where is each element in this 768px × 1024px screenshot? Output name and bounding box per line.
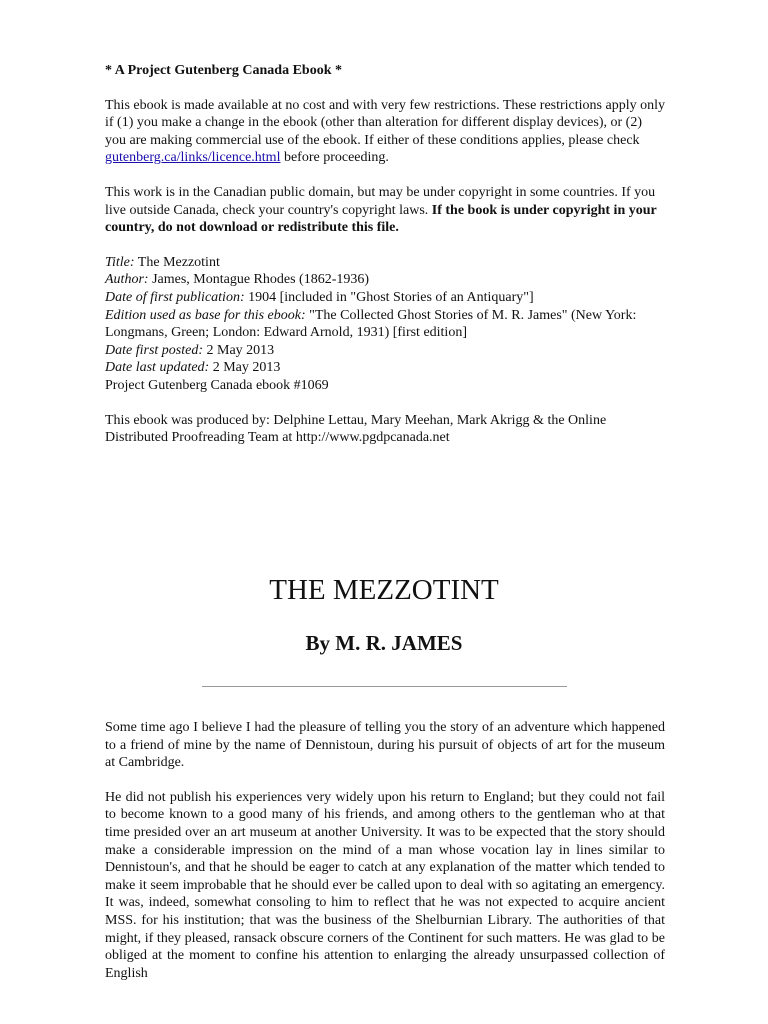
front-matter [105, 62, 665, 464]
meta-posted-value: 2 May 2013 [203, 342, 275, 358]
licence-link[interactable]: gutenberg.ca/links/licence.html [105, 150, 281, 166]
meta-first-pub-value: 1904 [included in "Ghost Stories of an Antiquary"] [244, 289, 534, 305]
license-text-1: This ebook is made available at no cost and with very few restrictions. These restrictions apply only if (1) you make a change in the ebook (other than alteration for different display devices), or (2) you are making commercial use of the ebook. If either of these conditions applies, please check [105, 97, 665, 148]
license-text-2: before proceeding. [280, 150, 389, 166]
meta-title-value: The Mezzotint [134, 254, 220, 270]
meta-edition-label: Edition used as base for this ebook: [105, 307, 306, 323]
meta-edition-value: "The Collected Ghost Stories of M. R. James" (New York: Longmans, Green; London: Edward Arnold, 1931) [first edition] [105, 307, 637, 341]
meta-posted-label: Date first posted: [105, 342, 203, 358]
copyright-text: This work is in the Canadian public domain, but may be under copyright in some countries. If you live outside Canada, check your country's copyright laws. [105, 184, 656, 218]
book-title: THE MEZZOTINT [269, 574, 499, 606]
meta-updated-label: Date last updated: [105, 360, 210, 376]
copyright-warning: If the book is under copyright in your country, do not download or redistribute this file. [105, 202, 657, 236]
story-paragraph-2: He did not publish his experiences very widely upon his return to England; but they could not fail to become known to a good many of his friends, and among others to the gentleman who at that time presided over an art museum at another University. It was to be expected that the story should make a considerable impression on the mind of a man whose vocation lay in lines similar to Dennistoun's, and that he should be eager to catch at any explanation of the matter which tended to make it seem improbable that he should ever be called upon to deal with so agitating an emergency. It was, indeed, somewhat consoling to him to reflect that he was not expected to acquire ancient MSS. for his institution; that was the business of the Shelburnian Library. The authorities of that might, if they pleased, ransack obscure corners of the Continent for such matters. He was glad to be obliged at the moment to confine his attention to enlarging the already unsurpassed collection of English [105, 789, 665, 981]
meta-updated-value: 2 May 2013 [209, 360, 281, 376]
copyright-notice [105, 184, 665, 237]
story-paragraph-1: Some time ago I believe I had the pleasure of telling you the story of an adventure which happened to a friend of mine by the name of Dennistoun, during his pursuit of objects of art for the museum at Cambridge. [105, 720, 665, 771]
meta-author [105, 271, 665, 289]
meta-ebook-number: Project Gutenberg Canada ebook #1069 [105, 377, 329, 393]
book-byline: By M. R. JAMES [305, 631, 463, 655]
ebook-header: * A Project Gutenberg Canada Ebook * [105, 63, 342, 78]
meta-title-label: Title: [105, 254, 135, 270]
meta-title [105, 254, 665, 272]
meta-date-updated [105, 359, 665, 377]
producer-credit: This ebook was produced by: Delphine Lettau, Mary Meehan, Mark Akrigg & the Online Distributed Proofreading Team at http://www.pgdpcanada.net [105, 412, 607, 446]
story-body [105, 719, 665, 999]
meta-edition [105, 307, 665, 342]
meta-first-publication [105, 289, 665, 307]
meta-date-posted [105, 342, 665, 360]
license-notice [105, 97, 665, 167]
meta-author-value: James, Montague Rhodes (1862-1936) [148, 272, 370, 288]
ebook-metadata [105, 254, 665, 395]
divider [202, 686, 567, 687]
meta-first-pub-label: Date of first publication: [105, 289, 245, 305]
meta-author-label: Author: [105, 272, 149, 288]
